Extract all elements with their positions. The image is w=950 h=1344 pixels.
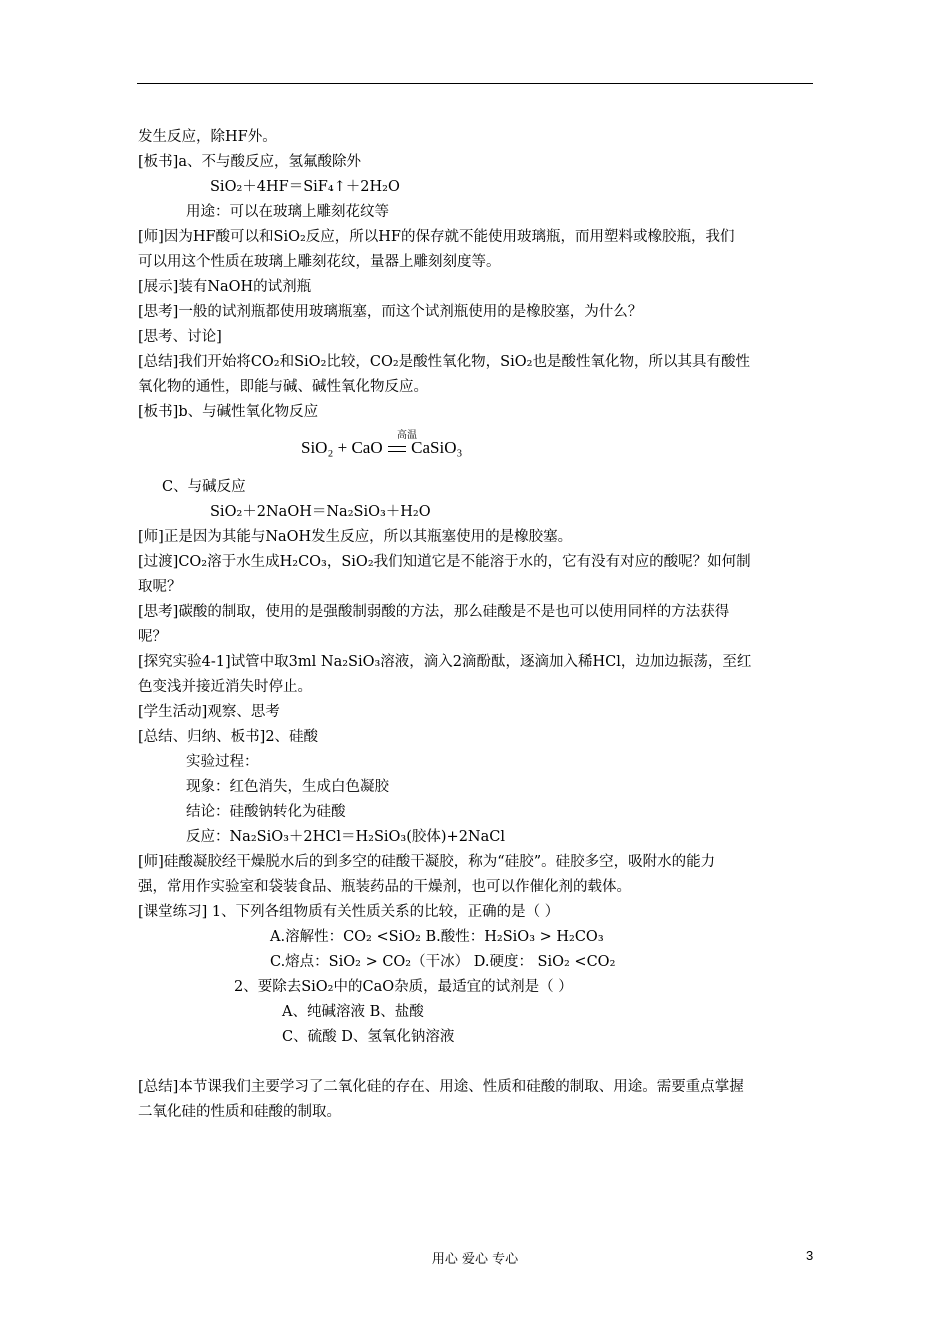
text-line: 色变浅并接近消失时停止。 [138,679,312,695]
text-line: 氧化物的通性，即能与碱、碱性氧化物反应。 [138,379,428,395]
text-line: [探究实验4-1]试管中取3ml Na₂SiO₃溶液，滴入2滴酚酞，逐滴加入稀HCl，边加边振荡，至红 [138,654,752,670]
text-line: C、与碱反应 [162,479,246,495]
text-line: 实验过程： [186,754,259,770]
equation-right: CaSiO₃ [411,438,463,457]
text-line: [师]因为HF酸可以和SiO₂反应，所以HF的保存就不能使用玻璃瓶，而用塑料或橡胶瓶，我们 [138,229,735,245]
exercise-options: A.溶解性：CO₂ <SiO₂ B.酸性：H₂SiO₃ > H₂CO₃ [270,929,604,945]
text-line: 二氧化硅的性质和硅酸的制取。 [138,1104,341,1120]
exercise-options: C.熔点：SiO₂ > CO₂（干冰） D.硬度： SiO₂ <CO₂ [270,954,616,970]
exercise-question-2: 2、要除去SiO₂中的CaO杂质，最适宜的试剂是（ ） [234,979,573,995]
equation-line: SiO₂＋2NaOH＝Na₂SiO₃＋H₂O [210,504,431,520]
equation-left: SiO₂ + CaO [301,438,383,457]
exercise-options: C、硫酸 D、氢氧化钠溶液 [282,1029,455,1045]
text-line: [师]正是因为其能与NaOH发生反应，所以其瓶塞使用的是橡胶塞。 [138,529,573,545]
text-line: 现象：红色消失，生成白色凝胶 [186,779,389,795]
equation-condition: 高温 [397,430,417,441]
text-line: [板书]b、与碱性氧化物反应 [138,404,319,420]
text-line: [总结、归纳、板书]2、硅酸 [138,729,319,745]
text-line: 结论：硅酸钠转化为硅酸 [186,804,346,820]
text-line: [板书]a、不与酸反应，氢氟酸除外 [138,154,361,170]
text-line: [总结]我们开始将CO₂和SiO₂比较，CO₂是酸性氧化物，SiO₂也是酸性氧化物，所以其具有酸性 [138,354,750,370]
reaction-equation [301,430,463,458]
text-line: [思考]碳酸的制取，使用的是强酸制弱酸的方法，那么硅酸是不是也可以使用同样的方法获得 [138,604,730,620]
text-line: 反应：Na₂SiO₃＋2HCl＝H₂SiO₃(胶体)+2NaCl [186,829,505,845]
header-rule [137,83,813,84]
text-line: [总结]本节课我们主要学习了二氧化硅的存在、用途、性质和硅酸的制取、用途。需要重点掌握 [138,1079,744,1095]
equals-sign-icon [387,438,407,458]
text-line: 可以用这个性质在玻璃上雕刻花纹，量器上雕刻刻度等。 [138,254,501,270]
exercise-question-1: [课堂练习] 1、下列各组物质有关性质关系的比较，正确的是（ ） [138,904,560,920]
equation-line: SiO₂＋4HF＝SiF₄↑＋2H₂O [210,179,400,195]
text-line: [学生活动]观察、思考 [138,704,280,720]
text-line: [思考]一般的试剂瓶都使用玻璃瓶塞，而这个试剂瓶使用的是橡胶塞，为什么？ [138,304,643,320]
text-line: 发生反应，除HF外。 [138,129,277,145]
text-line: [过渡]CO₂溶于水生成H₂CO₃，SiO₂我们知道它是不能溶于水的，它有没有对应的酸呢？如何制 [138,554,751,570]
text-line: 取呢？ [138,579,182,595]
text-line: 强，常用作实验室和袋装食品、瓶装药品的干燥剂，也可以作催化剂的载体。 [138,879,631,895]
text-line: 呢？ [138,629,167,645]
text-line: [展示]装有NaOH的试剂瓶 [138,279,312,295]
page-footer: 用心 爱心 专心 [431,1252,519,1267]
text-line: 用途：可以在玻璃上雕刻花纹等 [186,204,389,220]
page-number: 3 [806,1248,814,1263]
text-line: [思考、讨论] [138,329,222,345]
text-line: [师]硅酸凝胶经干燥脱水后的到多空的硅酸干凝胶，称为“硅胶”。硅胶多空，吸附水的能力 [138,854,716,870]
exercise-options: A、纯碱溶液 B、盐酸 [282,1004,424,1020]
